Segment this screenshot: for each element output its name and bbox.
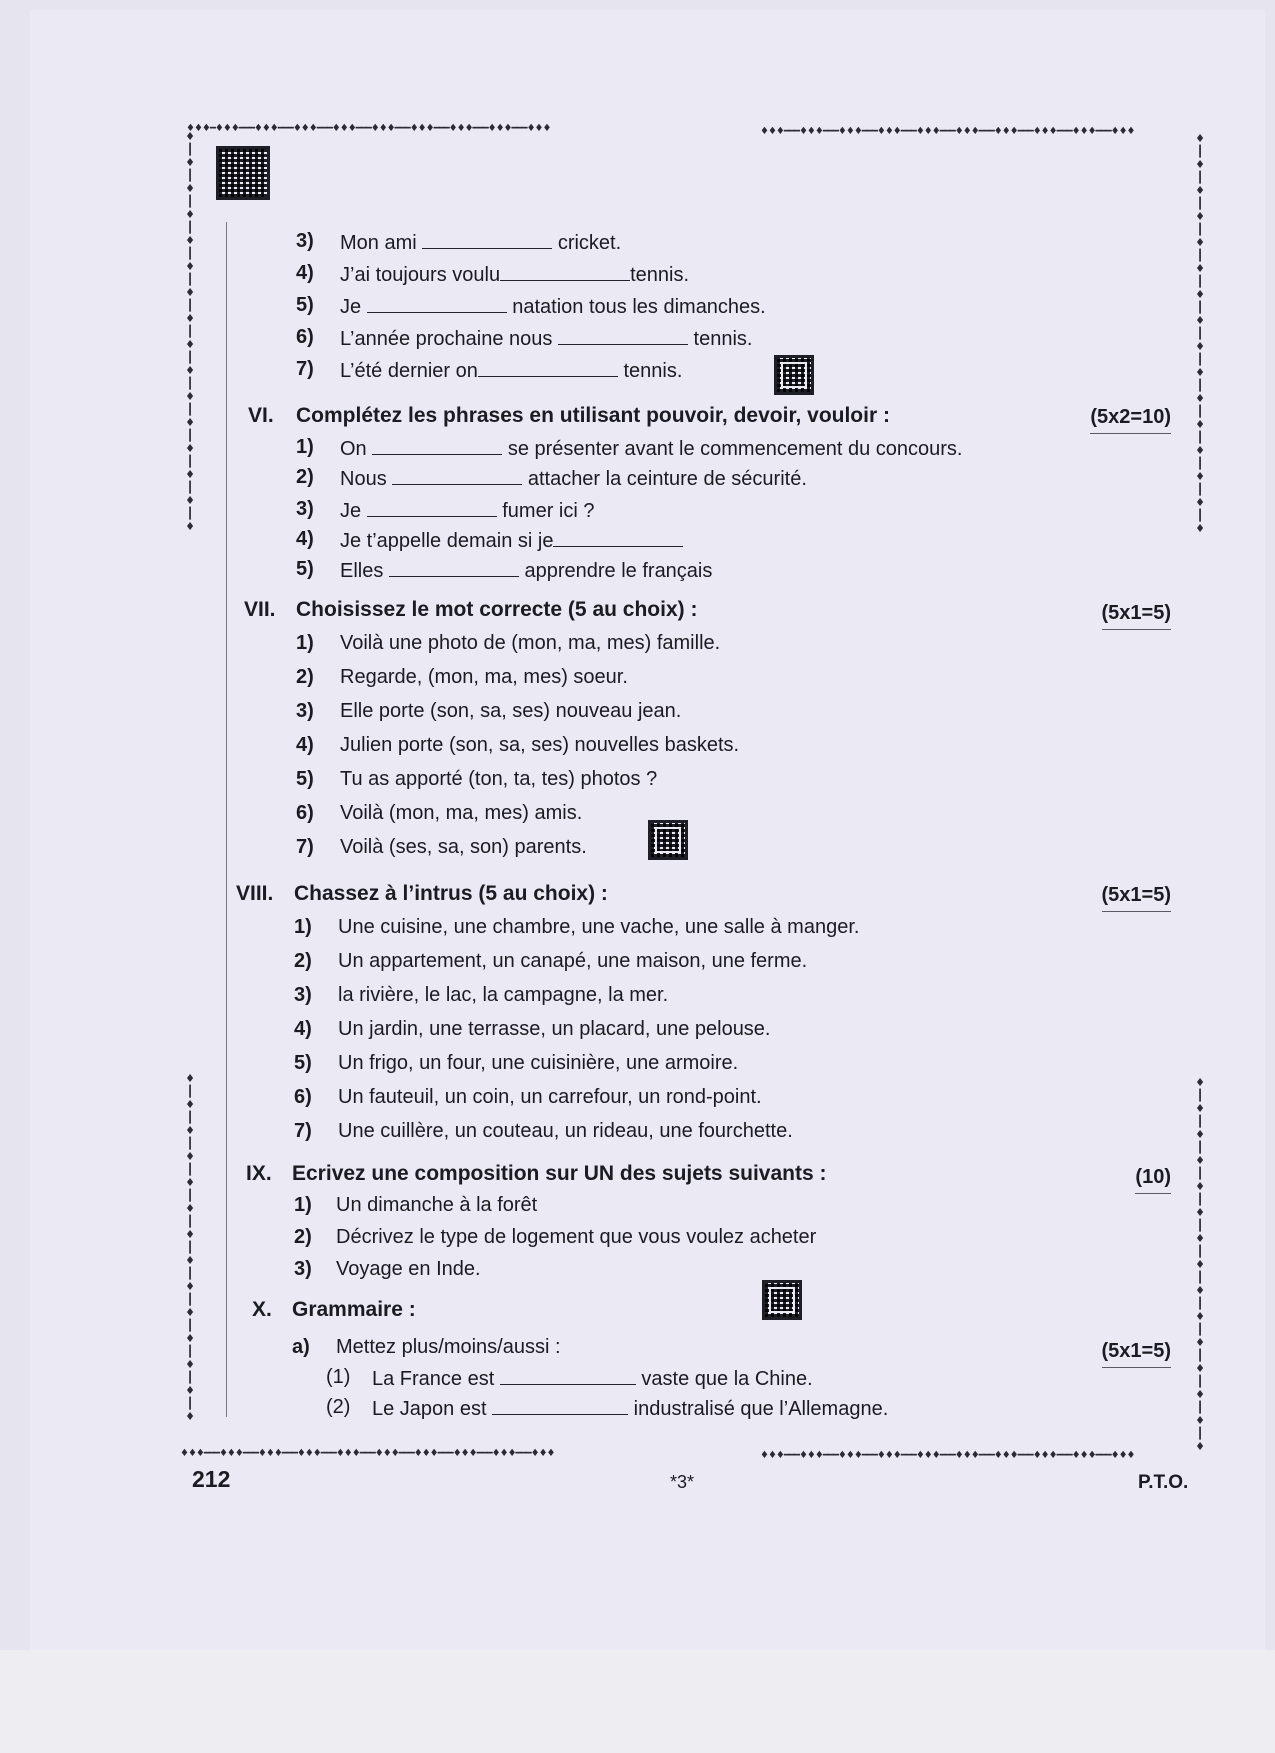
top-border-right: ♦♦♦━━━♦♦♦━━━♦♦♦━━━♦♦♦━━━♦♦♦━━━♦♦♦━━━♦♦♦━━━♦♦♦━━━♦♦♦━━━♦♦♦ [760,126,1135,137]
answer-blank[interactable] [500,262,630,281]
viii-item-5: Un frigo, un four, une cuisinière, une armoire. [338,1052,739,1074]
vi-item-4: Je t’appelle demain si je [340,528,683,553]
vii-item-1: Voilà une photo de (mon, ma, mes) famille. [340,632,721,654]
item-number: 7) [296,358,314,380]
section-title: Grammaire : [292,1298,416,1321]
top-border-left: ♦♦♦━♦♦♦━━━♦♦♦━━━♦♦♦━━━♦♦♦━━━♦♦♦━━━♦♦♦━━━♦♦♦━━━♦♦♦━━━♦♦♦ [186,123,551,134]
v-item-5: Je natation tous les dimanches. [340,296,766,318]
item-number: 5) [296,558,314,580]
item-number: 4) [294,1018,312,1040]
item-number: 1) [294,1194,312,1216]
answer-blank[interactable] [500,1366,636,1385]
item-number: 2) [296,666,314,688]
v-item-6: L’année prochaine nous tennis. [340,328,753,350]
please-turn-over: P.T.O. [1138,1472,1189,1493]
viii-item-1: Une cuisine, une chambre, une vache, une salle à manger. [338,916,860,938]
item-number: 3) [296,498,314,520]
answer-blank[interactable] [367,294,507,313]
bottom-border-right: ♦♦♦━━━♦♦♦━━━♦♦♦━━━♦♦♦━━━♦♦♦━━━♦♦♦━━━♦♦♦━━━♦♦♦━━━♦♦♦━━━♦♦♦ [760,1450,1135,1461]
section-marks: (5x1=5) [1102,1340,1172,1368]
section-title: Complétez les phrases en utilisant pouvoir, devoir, vouloir : [296,404,890,427]
section-marks: (10) [1135,1166,1171,1194]
answer-blank[interactable] [492,1396,628,1415]
item-number: 1) [296,632,314,654]
item-number: 7) [296,836,314,858]
viii-item-7: Une cuillère, un couteau, un rideau, une fourchette. [338,1120,793,1142]
item-number: 6) [296,802,314,824]
item-number: 7) [294,1120,312,1142]
item-number: (2) [326,1396,351,1418]
item-number: 4) [296,528,314,550]
right-border-bottom: ♦ ┃ ♦ ┃ ♦ ┃ ♦ ┃ ♦ ┃ ♦ ┃ ♦ ┃ ♦ ┃ ♦ ┃ ♦ ┃ ♦ ┃ ♦ ┃ ♦ ┃ ♦ ┃ ♦ [1195,1076,1205,1452]
page-number: *3* [670,1472,695,1492]
vii-item-2: Regarde, (mon, ma, mes) soeur. [340,666,628,688]
answer-blank[interactable] [553,528,683,547]
answer-blank[interactable] [478,358,618,377]
section-number: VI. [248,404,274,427]
vii-item-5: Tu as apporté (ton, ta, tes) photos ? [340,768,658,790]
ix-item-3: Voyage en Inde. [336,1258,481,1280]
section-title: Chassez à l’intrus (5 au choix) : [294,882,608,905]
ix-item-1: Un dimanche à la forêt [336,1194,538,1216]
right-border-top: ♦ ┃ ♦ ┃ ♦ ┃ ♦ ┃ ♦ ┃ ♦ ┃ ♦ ┃ ♦ ┃ ♦ ┃ ♦ ┃ ♦ ┃ ♦ ┃ ♦ ┃ ♦ ┃ ♦ ┃ ♦ [1195,132,1205,535]
item-number: 6) [294,1086,312,1108]
item-number: 2) [296,466,314,488]
item-number: 1) [296,436,314,458]
section-number: X. [252,1298,272,1321]
section-title: Ecrivez une composition sur UN des sujets suivants : [292,1162,827,1185]
ix-item-2: Décrivez le type de logement que vous voulez acheter [336,1226,817,1248]
vii-item-3: Elle porte (son, sa, ses) nouveau jean. [340,700,682,722]
vii-item-6: Voilà (mon, ma, mes) amis. [340,802,583,824]
section-number: VII. [244,598,276,621]
vi-item-1: On se présenter avant le commencement du concours. [340,438,963,460]
section-marks: (5x1=5) [1102,602,1172,630]
answer-blank[interactable] [367,498,497,517]
item-number: 6) [296,326,314,348]
item-number: 1) [294,916,312,938]
viii-item-2: Un appartement, un canapé, une maison, une ferme. [338,950,808,972]
x-item-1: La France est vaste que la Chine. [372,1368,813,1390]
item-number: 2) [294,950,312,972]
item-number: 3) [296,230,314,252]
answer-blank[interactable] [558,326,688,345]
bottom-border-left: ♦♦♦━━━♦♦♦━━━♦♦♦━━━♦♦♦━━━♦♦♦━━━♦♦♦━━━♦♦♦━━━♦♦♦━━━♦♦♦━━━♦♦♦ [180,1448,555,1459]
answer-blank[interactable] [422,230,552,249]
vii-item-4: Julien porte (son, sa, ses) nouvelles baskets. [340,734,740,756]
item-number: 3) [296,700,314,722]
vi-item-2: Nous attacher la ceinture de sécurité. [340,468,807,490]
item-number: 3) [294,984,312,1006]
vi-item-5: Elles apprendre le français [340,560,713,582]
answer-blank[interactable] [372,436,502,455]
answer-blank[interactable] [389,558,519,577]
answer-blank[interactable] [392,466,522,485]
v-item-3: Mon ami cricket. [340,232,622,254]
item-number: 2) [294,1226,312,1248]
item-number: 3) [294,1258,312,1280]
section-number: IX. [246,1162,272,1185]
x-item-2: Le Japon est industralisé que l’Allemagne. [372,1398,889,1420]
v-item-4: J’ai toujours voulu tennis. [340,264,690,286]
vii-item-7: Voilà (ses, sa, son) parents. [340,836,587,858]
subsection-title: Mettez plus/moins/aussi : [336,1336,561,1358]
item-number: 5) [294,1052,312,1074]
section-marks: (5x2=10) [1090,406,1171,434]
viii-item-3: la rivière, le lac, la campagne, la mer. [338,984,669,1006]
left-border-bottom: ♦ ┃ ♦ ┃ ♦ ┃ ♦ ┃ ♦ ┃ ♦ ┃ ♦ ┃ ♦ ┃ ♦ ┃ ♦ ┃ ♦ ┃ ♦ ┃ ♦ ┃ ♦ [185,1072,195,1423]
item-number: 4) [296,262,314,284]
item-number: (1) [326,1366,351,1388]
section-marks: (5x1=5) [1102,884,1172,912]
viii-item-4: Un jardin, une terrasse, un placard, une pelouse. [338,1018,771,1040]
left-border-top: ♦ ┃ ♦ ┃ ♦ ┃ ♦ ┃ ♦ ┃ ♦ ┃ ♦ ┃ ♦ ┃ ♦ ┃ ♦ ┃ ♦ ┃ ♦ ┃ ♦ ┃ ♦ ┃ ♦ ┃ ♦ [185,130,195,533]
item-number: 4) [296,734,314,756]
paper-code: 212 [192,1466,231,1492]
item-number: 5) [296,768,314,790]
subsection-letter: a) [292,1336,310,1358]
v-item-7: L’été dernier on tennis. [340,360,683,382]
section-number: VIII. [236,882,274,905]
item-number: 5) [296,294,314,316]
section-title: Choisissez le mot correcte (5 au choix) : [296,598,698,621]
vi-item-3: Je fumer ici ? [340,500,595,522]
viii-item-6: Un fauteuil, un coin, un carrefour, un rond-point. [338,1086,762,1108]
